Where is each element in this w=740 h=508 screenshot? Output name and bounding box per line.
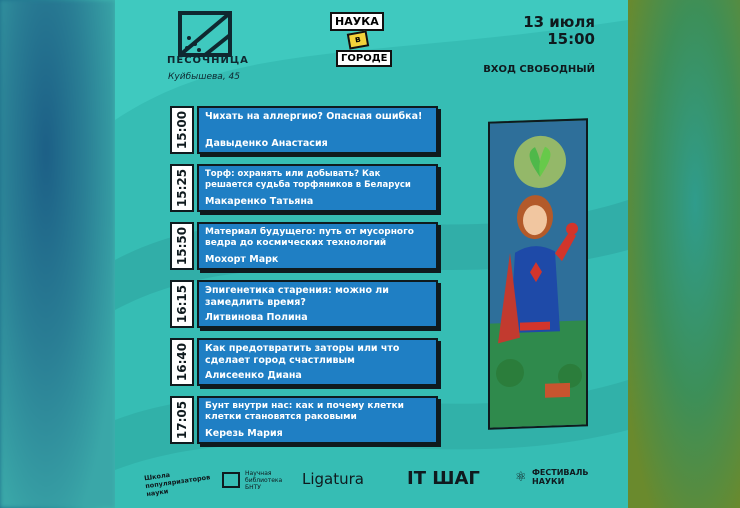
blurred-background-left (0, 0, 115, 508)
science-in-city-logo (330, 12, 390, 76)
talk-title: Торф: охранять или добывать? Как решается судьба торфяников в Беларуси (205, 169, 411, 190)
time-slot: 16:40 (170, 338, 194, 386)
atom-icon: ⚛ (515, 470, 527, 485)
talk-card (197, 338, 438, 386)
venue-address: Куйбышева, 45 (168, 72, 240, 82)
speaker-name: Макаренко Татьяна (205, 196, 314, 207)
logo-word-1: НАУКА (330, 12, 384, 31)
blurred-background-right (628, 0, 740, 508)
talk-title: Материал будущего: путь от мусорного ведра до космических технологий (205, 227, 414, 248)
talk-card (197, 164, 438, 212)
talk-card (197, 222, 438, 270)
speaker-name: Алисеенко Диана (205, 370, 302, 381)
partner-it-step: IT ШАГ (407, 468, 480, 489)
talk-title: Эпигенетика старения: можно ли замедлить время? (205, 285, 389, 308)
schedule-row (170, 280, 438, 328)
superhero-scientist-image (490, 120, 588, 430)
superhero-illustration (488, 118, 588, 429)
talk-title: Бунт внутри нас: как и почему клетки клетки становятся раковыми (205, 401, 404, 422)
event-poster (115, 0, 628, 508)
talk-card (197, 396, 438, 444)
schedule-row (170, 338, 438, 386)
talk-title: Чихать на аллергию? Опасная ошибка! (205, 111, 423, 122)
partner-ligatura: Ligatura (302, 470, 364, 488)
partner-library: Научная библиотека БНТУ (245, 470, 283, 491)
talk-title: Как предотвратить заторы или что сделает город счастливым (205, 343, 400, 366)
free-entry-label: ВХОД СВОБОДНЫЙ (483, 64, 595, 75)
library-icon (222, 472, 240, 488)
time-slot: 16:15 (170, 280, 194, 328)
schedule-row (170, 222, 438, 270)
speaker-name: Давыденко Анастасия (205, 138, 328, 149)
speaker-name: Мохорт Марк (205, 254, 279, 265)
time-slot: 15:25 (170, 164, 194, 212)
speaker-name: Литвинова Полина (205, 312, 308, 323)
talk-card (197, 280, 438, 328)
partners-footer (115, 460, 628, 500)
event-datetime (523, 14, 595, 48)
schedule-row (170, 106, 438, 154)
time-slot: 17:05 (170, 396, 194, 444)
speaker-name: Керезь Мария (205, 428, 283, 439)
logo-word-3: ГОРОДЕ (336, 50, 392, 67)
partner-school-popularizers: Школа популяризаторов науки (143, 470, 211, 499)
talk-card (197, 106, 438, 154)
event-time: 15:00 (547, 30, 595, 48)
logo-word-2: в (347, 30, 369, 49)
event-date: 13 июля (523, 13, 595, 31)
schedule-row (170, 164, 438, 212)
time-slot: 15:50 (170, 222, 194, 270)
schedule-row (170, 396, 438, 444)
partner-science-festival: ФЕСТИВАЛЬ НАУКИ (532, 468, 589, 486)
venue-logo-text: ПЕСОЧНИЦА (167, 55, 249, 66)
time-slot: 15:00 (170, 106, 194, 154)
